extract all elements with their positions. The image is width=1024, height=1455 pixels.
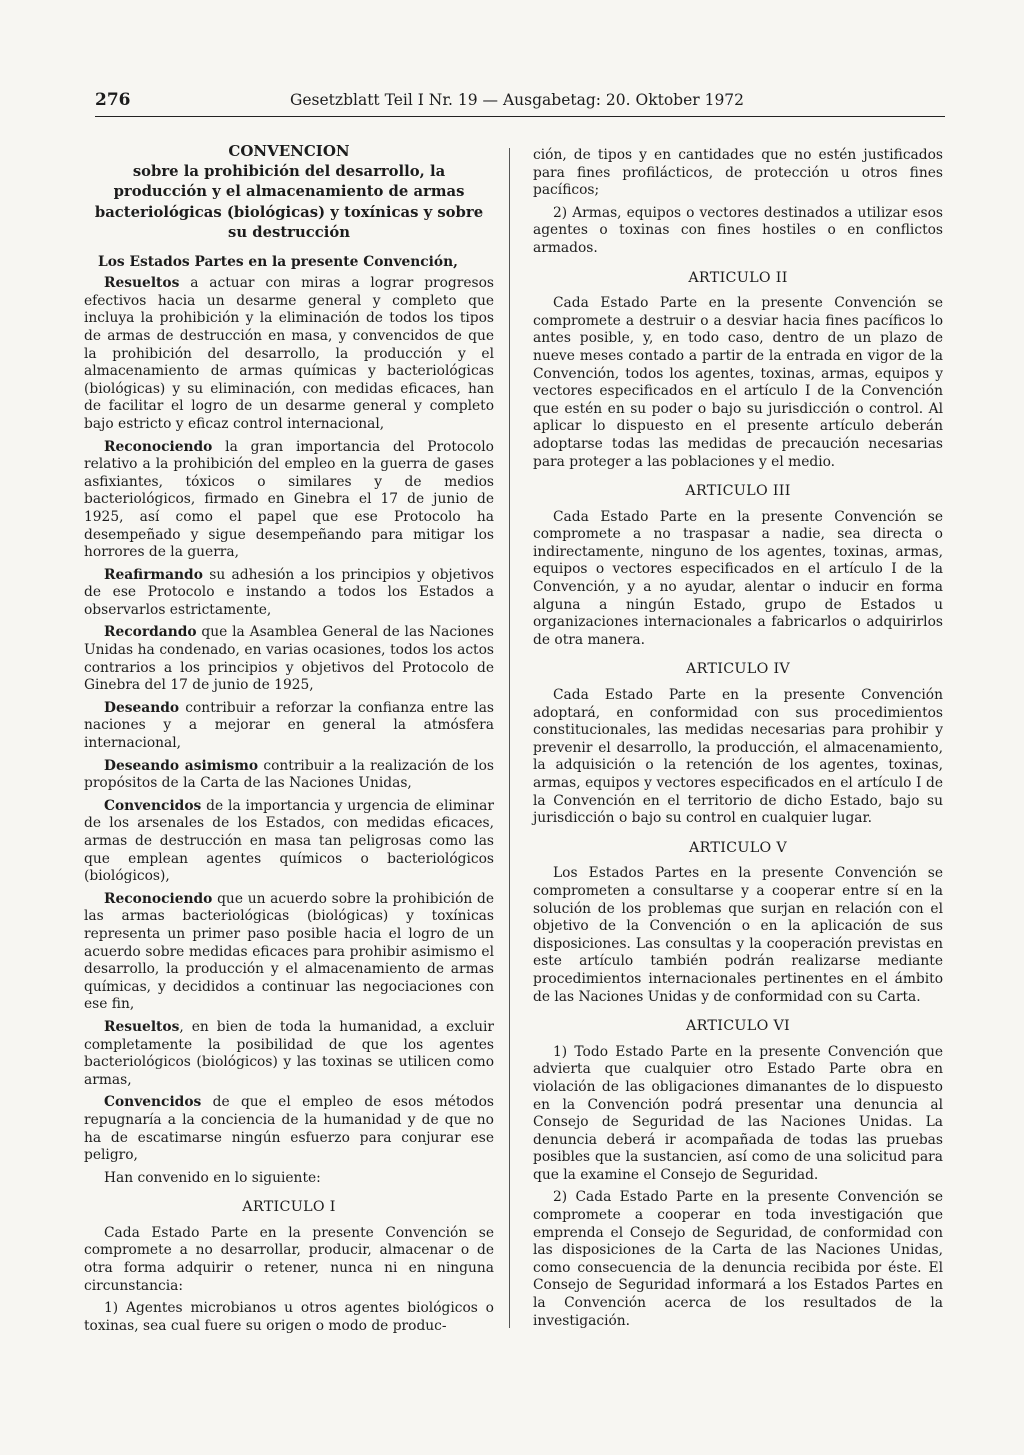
preamble-paragraph: Convencidos de que el empleo de esos métodos repugnaría a la conciencia de la humanidad y de que no ha de escatimarse ningún esfuerzo para conjurar ese peligro, <box>84 1094 494 1164</box>
article-2-heading: ARTICULO II <box>688 269 788 286</box>
article-4-text: Cada Estado Parte en la presente Convención adoptará, en conformidad con sus procedimientos constitucionales, las medidas necesarias para prohibir y prevenir el desarrollo, la producción, el almacenamiento, la adquisición o la retención de los agentes, toxinas, armas, equipos y vectores especificados en el artículo I de la Convención en el territorio de dicho Estado, bajo su jurisdicción o bajo su control en cualquier lugar. <box>533 687 943 827</box>
preamble-paragraph: Deseando contribuir a reforzar la confianza entre las naciones y a mejorar en general la atmósfera internacional, <box>84 699 494 752</box>
preamble-paragraph: Resueltos a actuar con miras a lograr progresos efectivos hacia un desarme general y completo que incluya la prohibición y la eliminación de todos los tipos de armas de destrucción en masa, y convencidos de que la prohibición del desarrollo, la producción y el almacenamiento de armas químicas y bacteriológicas (biológicas) y su eliminación, con medidas eficaces, han de facilitar el logro de un desarme general y completo bajo estricto y eficaz control internacional, <box>84 275 494 432</box>
preamble-paragraph: Convencidos de la importancia y urgencia de eliminar de los arsenales de los Estados, con medidas eficaces, armas de destrucción en masa tan peligrosas como las que emplean agentes químicos o bacteriológicos (biológicos), <box>84 797 494 885</box>
preamble-intro: Los Estados Partes en la presente Convención, <box>98 253 458 270</box>
agreement-line: Han convenido en lo siguiente: <box>104 1169 321 1186</box>
left-column <box>84 143 494 1340</box>
column-divider <box>509 148 510 1328</box>
article-1-item-2: 2) Armas, equipos o vectores destinados a utilizar esos agentes o toxinas con fines hostiles o en conflictos armados. <box>533 204 943 256</box>
article-1-item-1: 1) Agentes microbianos u otros agentes biológicos o toxinas, sea cual fuere su origen o modo de produc- <box>84 1300 494 1334</box>
preamble-paragraph: Resueltos, en bien de toda la humanidad, a excluir completamente la posibilidad de que los agentes bacteriológicos (biológicos) y las toxinas se utilicen como armas, <box>84 1018 494 1088</box>
article-6-paragraph-2: 2) Cada Estado Parte en la presente Convención se compromete a cooperar en toda investigación que emprenda el Consejo de Seguridad, de conformidad con las disposiciones de la Carta de las Naciones Unidas, como consecuencia de la denuncia recibida por éste. El Consejo de Seguridad informará a los Estados Partes en la Convención acerca de los resultados de la investigación. <box>533 1189 943 1329</box>
article-6-paragraph-1: 1) Todo Estado Parte en la presente Convención que advierta que cualquier otro Estado Parte obra en violación de las obligaciones dimanantes de lo dispuesto en la Convención podrá presentar una denuncia al Consejo de Seguridad de las Naciones Unidas. La denuncia deberá ir acompañada de todas las pruebas posibles que la sustancien, así como de una solicitud para que la examine el Consejo de Seguridad. <box>533 1043 943 1183</box>
page-header <box>95 88 945 117</box>
article-1-heading: ARTICULO I <box>242 1199 336 1216</box>
article-1-item-1-continued: ción, de tipos y en cantidades que no estén justificados para fines profilácticos, de protección u otros fines pacíficos; <box>533 147 943 199</box>
preamble-paragraph: Reconociendo la gran importancia del Protocolo relativo a la prohibición del empleo en la guerra de gases asfixiantes, tóxicos o similares y de medios bacteriológicos, firmado en Ginebra el 17 de junio de 1925, así como el papel que ese Protocolo ha desempeñado y sigue desempeñando para mitigar los horrores de la guerra, <box>84 438 494 561</box>
page-number: 276 <box>95 90 131 110</box>
article-3-heading: ARTICULO III <box>685 483 791 500</box>
article-6-heading: ARTICULO VI <box>685 1018 791 1035</box>
preamble-paragraph: Reconociendo que un acuerdo sobre la prohibición de las armas bacteriológicas (biológicas) y toxínicas representa un primer paso posible hacia el logro de un acuerdo sobre medidas eficaces para prohibir asimismo el desarrollo, la producción y el almacenamiento de armas químicas, y decididos a continuar las negociaciones con ese fin, <box>84 890 494 1013</box>
article-5-heading: ARTICULO V <box>688 839 788 856</box>
article-2-text: Cada Estado Parte en la presente Convención se compromete a destruir o a desviar hacia fines pacíficos lo antes posible, y, en todo caso, dentro de un plazo de nueve meses contado a partir de la entrada en vigor de la Convención, todos los agentes, toxinas, armas, equipos y vectores especificados en el artículo I de la Convención que estén en su poder o bajo su jurisdicción o control. Al aplicar lo dispuesto en el presente artículo deberán adoptarse todas las medidas de precaución necesarias para proteger a las poblaciones y el medio. <box>533 295 943 470</box>
article-1-text: Cada Estado Parte en la presente Convención se compromete a no desarrollar, producir, almacenar o de otra forma adquirir o retener, nunca ni en ninguna circunstancia: <box>84 1224 494 1294</box>
convention-title: CONVENCION <box>228 142 350 160</box>
gazette-header-title: Gesetzblatt Teil I Nr. 19 — Ausgabetag: 20. Oktober 1972 <box>290 91 745 109</box>
right-column <box>533 147 943 1335</box>
preamble-paragraph: Recordando que la Asamblea General de las Naciones Unidas ha condenado, en varias ocasiones, todos los actos contrarios a los principios y objetivos del Protocolo de Ginebra del 17 de junio de 1925, <box>84 624 494 694</box>
article-5-text: Los Estados Partes en la presente Convención se comprometen a consultarse y a cooperar entre sí en la solución de los problemas que surjan en relación con el objetivo de la Convención o en la aplicación de sus disposiciones. Las consultas y la cooperación previstas en este artículo también podrán realizarse mediante procedimientos internacionales pertinentes en el ámbito de las Naciones Unidas y de conformidad con su Carta. <box>533 865 943 1005</box>
article-3-text: Cada Estado Parte en la presente Convención se compromete a no traspasar a nadie, sea directa o indirectamente, ninguno de los agentes, toxinas, armas, equipos o vectores especificados en el artículo I de la Convención, y a no ayudar, alentar o inducir en forma alguna a ningún Estado, grupo de Estados u organizaciones internacionales a fabricarlos o adquirirlos de otra manera. <box>533 508 943 648</box>
convention-subtitle: sobre la prohibición del desarrollo, la producción y el almacenamiento de armas bacteriológicas (biológicas) y toxínicas y sobre su destrucción <box>94 162 484 242</box>
article-4-heading: ARTICULO IV <box>685 661 791 678</box>
preamble-paragraph: Deseando asimismo contribuir a la realización de los propósitos de la Carta de las Naciones Unidas, <box>84 757 494 792</box>
preamble-paragraph: Reafirmando su adhesión a los principios y objetivos de ese Protocolo e instando a todos los Estados a observarlos estrictamente, <box>84 566 494 618</box>
